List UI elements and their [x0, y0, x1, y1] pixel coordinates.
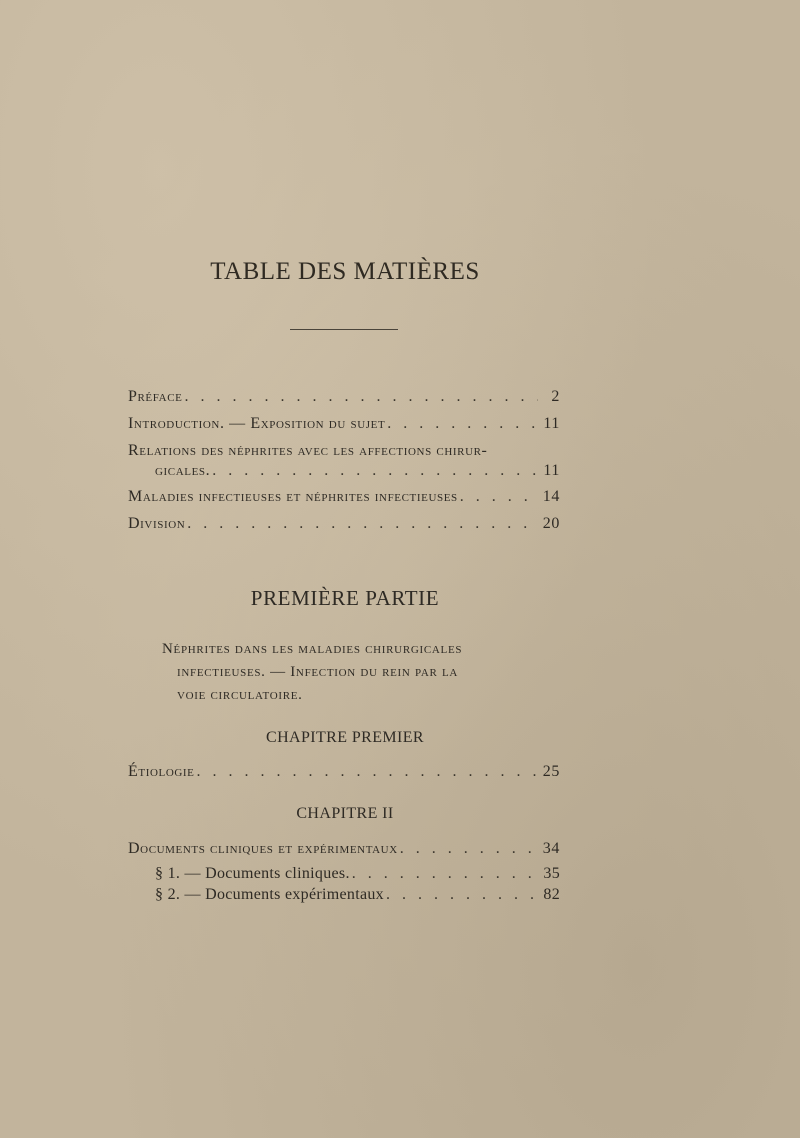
toc-page-number: 35: [543, 865, 560, 882]
toc-page-number: 11: [543, 415, 560, 432]
toc-entry-label: § 2. — Documents expérimentaux: [155, 886, 384, 903]
leader-dots: [400, 840, 537, 858]
toc-page-number: 20: [542, 515, 560, 532]
leader-dots: [187, 515, 537, 533]
page-title: TABLE DES MATIÈRES: [210, 258, 480, 285]
toc-entry-introduction[interactable]: [128, 415, 560, 433]
toc-entry-relations[interactable]: [155, 462, 560, 480]
toc-entry-preface[interactable]: [128, 388, 560, 406]
toc-entry-label: Division: [128, 515, 186, 532]
title-divider: [290, 329, 398, 330]
leader-dots: [212, 462, 537, 480]
toc-entry-maladies[interactable]: [128, 488, 560, 506]
toc-page-number: 2: [551, 388, 560, 405]
leader-dots: [352, 865, 538, 883]
toc-entry-section-2[interactable]: [155, 886, 560, 904]
toc-entry-label: gicales.: [155, 462, 211, 479]
toc-entry-section-1[interactable]: [155, 865, 560, 883]
part-subtitle-line: Néphrites dans les maladies chirurgicales: [162, 641, 463, 657]
chapter-heading: CHAPITRE PREMIER: [266, 729, 424, 746]
chapter-heading: CHAPITRE II: [296, 805, 394, 822]
toc-entry-label: Documents cliniques et expérimentaux: [128, 840, 398, 857]
part-subtitle-line: voie circulatoire.: [177, 687, 303, 703]
toc-page-number: 25: [542, 763, 560, 780]
toc-entry-label: Étiologie: [128, 763, 195, 780]
leader-dots: [387, 415, 537, 433]
part-subtitle-line: infectieuses. — Infection du rein par la: [177, 664, 459, 680]
leader-dots: [386, 886, 537, 904]
toc-entry-label: § 1. — Documents cliniques.: [155, 865, 350, 882]
toc-page-number: 11: [543, 462, 560, 479]
toc-entry-relations-line1[interactable]: Relations des néphrites avec les affections chirur-: [128, 442, 488, 459]
toc-entry-label: Maladies infectieuses et néphrites infectieuses: [128, 488, 458, 505]
leader-dots: [184, 388, 538, 406]
toc-entry-division[interactable]: [128, 515, 560, 533]
toc-entry-documents[interactable]: [128, 840, 560, 858]
toc-page-number: 82: [543, 886, 560, 903]
toc-entry-label: Préface: [128, 388, 183, 405]
toc-page-number: 34: [542, 840, 560, 857]
leader-dots: [460, 488, 537, 506]
toc-entry-etiologie[interactable]: [128, 763, 560, 781]
leader-dots: [197, 763, 537, 781]
toc-page-number: 14: [542, 488, 560, 505]
part-title: PREMIÈRE PARTIE: [250, 586, 440, 610]
toc-entry-label: Introduction. — Exposition du sujet: [128, 415, 386, 432]
